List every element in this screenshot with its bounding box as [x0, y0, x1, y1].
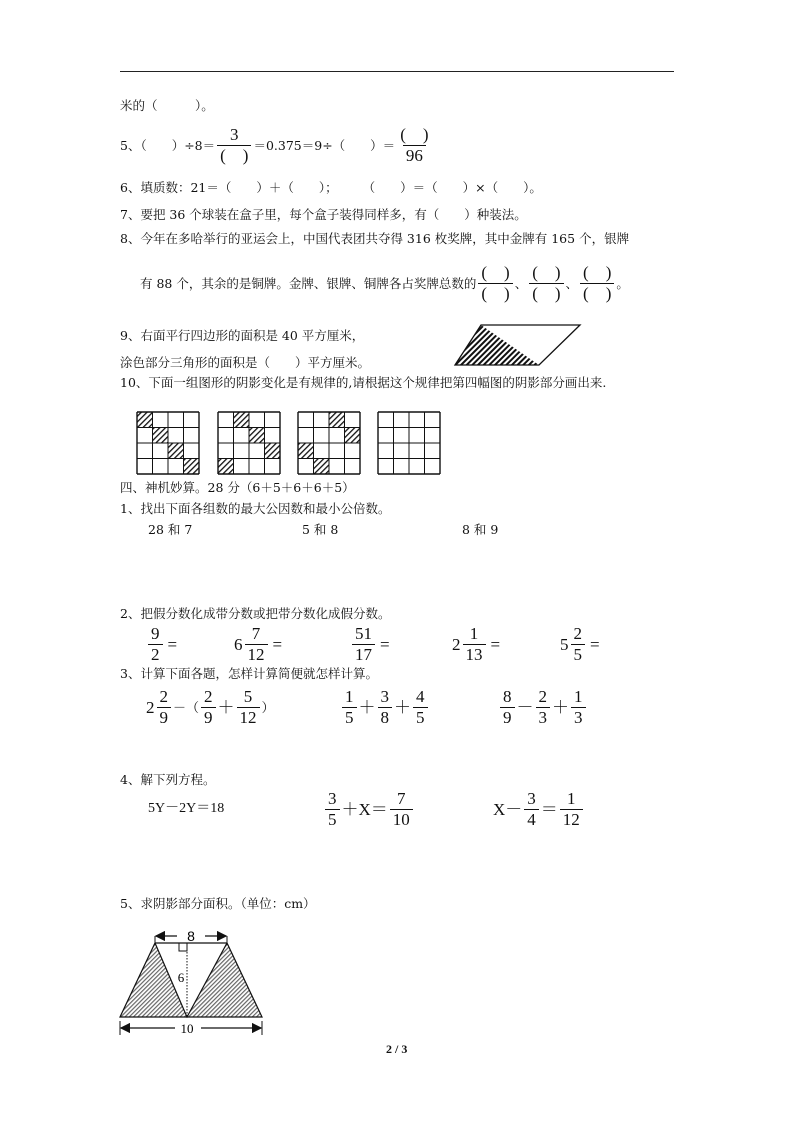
pattern-grid-2: [217, 411, 281, 475]
whole-part: 2: [452, 634, 461, 654]
q5-prefix: 5、（ ）÷8＝: [120, 137, 216, 153]
fraction: $\frac{5}{12}$: [237, 688, 260, 727]
q5-fraction-1: $\frac{3}{( )}$: [217, 126, 251, 165]
shaded-cell: [218, 459, 234, 475]
parallelogram-figure: [450, 318, 585, 370]
fraction: $\frac{1}{5}$: [342, 688, 357, 727]
fraction: $\frac{4}{5}$: [413, 688, 428, 727]
part-1-item-2: 5 和 8: [302, 522, 339, 537]
part-4-equation-1: 5Y－2Y＝18: [148, 801, 225, 816]
fraction: $\frac{3}{5}$: [325, 790, 340, 829]
question-6: 6、填质数：21＝（ ）＋（ ）； （ ）＝（ ）×（ ）。: [120, 180, 542, 195]
question-9-line1: 9、右面平行四边形的面积是 40 平方厘米，: [120, 328, 365, 343]
part-4-equation-3: X－ $\frac{3}{4}$ ＝ $\frac{1}{12}$: [493, 790, 585, 829]
shaded-cell: [314, 459, 330, 475]
right-angle-mark: [179, 943, 187, 951]
part-4-equation-2: $\frac{3}{5}$ ＋X＝ $\frac{7}{10}$: [323, 790, 415, 829]
q8-silver-fraction: $\frac{( )}{( )}$: [529, 264, 563, 303]
fraction: $\frac{2}{9}$: [201, 688, 216, 727]
equals-sign: =: [380, 634, 390, 654]
fraction: $\frac{2}{3}$: [536, 688, 551, 727]
shaded-cell: [345, 428, 361, 444]
shaded-cell: [153, 428, 169, 444]
part-3-expr-3: $\frac{8}{9}$ － $\frac{2}{3}$ ＋ $\frac{1}{3}$: [498, 688, 588, 727]
shaded-cell: [329, 412, 345, 428]
pattern-grid-4[interactable]: [377, 411, 441, 475]
part-3-title: 3、计算下面各题，怎样计算简便就怎样计算。: [120, 666, 378, 681]
whole-part: 5: [560, 634, 569, 654]
q5-fraction-2: $\frac{( )}{96}$: [400, 125, 429, 165]
label-height: 6: [177, 970, 185, 985]
part-5-title: 5、求阴影部分面积。（单位：cm）: [120, 896, 316, 911]
part-4-title: 4、解下列方程。: [120, 772, 216, 787]
question-5: [120, 126, 434, 165]
label-top: 8: [187, 928, 195, 944]
fraction: $\frac{1}{3}$: [571, 688, 586, 727]
fraction: $\frac{3}{8}$: [378, 688, 393, 727]
shaded-cell: [234, 412, 250, 428]
fraction: $\frac{2}{5}$: [571, 625, 586, 664]
equals-sign: =: [490, 634, 501, 654]
part-2-item: [234, 625, 282, 664]
part-2-item: [350, 625, 390, 664]
pattern-grid-1: [136, 411, 200, 475]
part-3-expr-2: $\frac{1}{5}$ ＋ $\frac{3}{8}$ ＋ $\frac{4}{5}$: [340, 688, 430, 727]
shaded-cell: [184, 459, 200, 475]
part-1-item-3: 8 和 9: [462, 522, 499, 537]
whole-part: 6: [234, 634, 243, 654]
question-8-line1: 8、今年在多哈举行的亚运会上，中国代表团共夺得 316 枚奖牌，其中金牌有 165 个，银牌: [120, 231, 630, 246]
shaded-cell: [265, 443, 281, 459]
header-rule: [120, 71, 674, 72]
part-1-item-1: 28 和 7: [148, 522, 193, 537]
question-8-line2: 有 88 个，其余的是铜牌。金牌、银牌、铜牌各占奖牌总数的 $\frac{( )}{( )}$ 、 $\frac{( )}{( )}$ 、 $\frac{( )}{( )}$ 。: [140, 263, 629, 303]
question-9-line2: 涂色部分三角形的面积是（ ）平方厘米。: [120, 355, 371, 370]
triangles-figure: [115, 920, 275, 1045]
fraction: $\frac{3}{4}$: [524, 790, 539, 829]
q5-middle: ＝0.375＝9÷（ ）＝: [253, 137, 396, 153]
shaded-cell: [249, 428, 265, 444]
page-number: 2 / 3: [386, 1042, 408, 1056]
equals-sign: =: [167, 634, 178, 654]
part-1-title: 1、找出下面各组数的最大公因数和最小公倍数。: [120, 501, 391, 516]
equals-sign: =: [590, 634, 600, 654]
pattern-grid-3: [297, 411, 361, 475]
fraction: $\frac{51}{17}$: [352, 625, 375, 664]
fraction: $\frac{1}{12}$: [560, 790, 583, 829]
q8-bronze-fraction: $\frac{( )}{( )}$: [580, 264, 614, 303]
part-3-expr-1: 2 $\frac{2}{9}$ －（ $\frac{2}{9}$ ＋ $\frac{5}{12}$ ）: [146, 687, 275, 727]
section-4-title: 四、神机妙算。28 分（6＋5＋6＋6＋5）: [120, 480, 355, 495]
fraction: $\frac{7}{10}$: [390, 790, 413, 829]
part-2-item: [560, 625, 600, 664]
label-base: 10: [180, 1021, 194, 1036]
question-7: 7、要把 36 个球装在盒子里，每个盒子装得同样多，有（ ）种装法。: [120, 207, 527, 222]
part-2-item: [146, 625, 177, 664]
part-2-item: [452, 625, 500, 664]
shaded-cell: [137, 412, 153, 428]
question-10: 10、下面一组图形的阴影变化是有规律的,请根据这个规律把第四幅图的阴影部分画出来.: [120, 375, 607, 390]
fraction: $\frac{8}{9}$: [500, 688, 515, 727]
fraction: $\frac{7}{12}$: [245, 625, 268, 664]
q8-gold-fraction: $\frac{( )}{( )}$: [478, 264, 512, 303]
fraction: $\frac{2}{9}$: [157, 688, 172, 727]
part-2-title: 2、把假分数化成带分数或把带分数化成假分数。: [120, 606, 391, 621]
equals-sign: =: [272, 634, 283, 654]
q4-tail: 米的（ ）。: [120, 98, 214, 113]
shaded-cell: [298, 443, 314, 459]
fraction: $\frac{9}{2}$: [148, 625, 163, 664]
right-shaded-triangle: [187, 943, 262, 1017]
shaded-cell: [168, 443, 184, 459]
fraction: $\frac{1}{13}$: [463, 625, 486, 664]
